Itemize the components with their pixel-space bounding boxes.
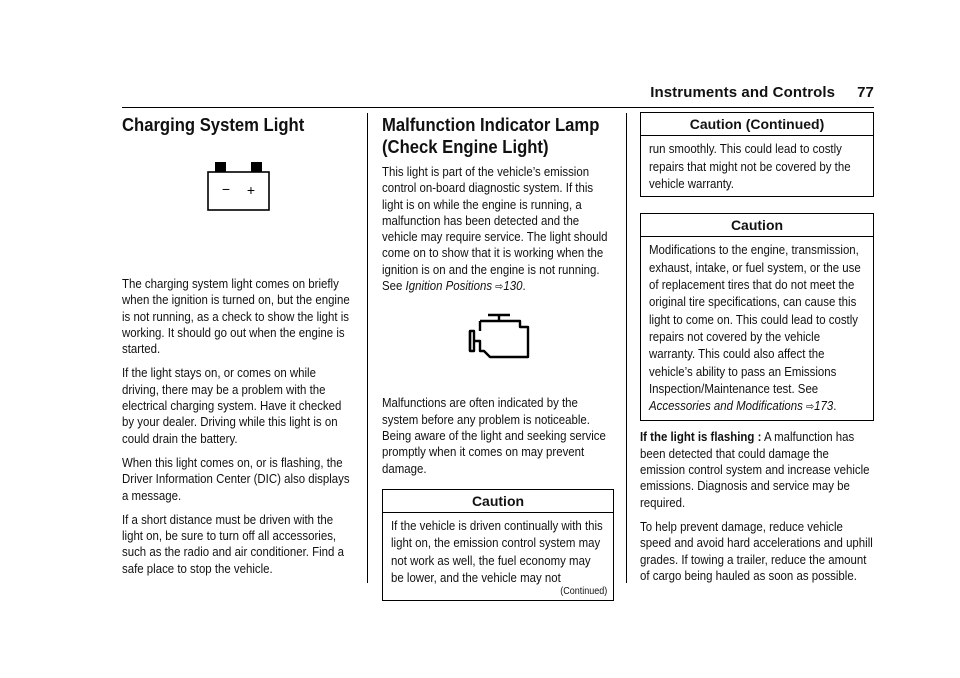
prevent-damage-paragraph: To help prevent damage, reduce vehicle speed and avoid hard accelerations and uphill grades. If towing a trailer, reduce the amount of cargo being hauled as soon as possible. [640,518,873,583]
page-header [650,84,874,101]
caution2-text [649,241,865,416]
caution-continued-text: run smoothly. This could lead to costly repairs that might not be covered by the vehicle warranty. [649,141,851,191]
battery-plus: + [246,182,256,198]
check-engine-icon [466,311,538,363]
header-rule [122,107,874,108]
caution-box-continued [640,112,874,197]
caution-continued-title: Caution (Continued) [641,113,873,136]
flashing-paragraph [640,429,876,510]
caution-text: If the vehicle is driven continually with this light on, the emission control system may not work as well, the fuel economy may be lower, and the vehicle may not [391,518,603,586]
charging-p3: When this light comes on, or is flashing, the Driver Information Center (DIC) also displays a message. [122,454,350,503]
charging-p4: If a short distance must be driven with the light on, be sure to turn off all accessories, such as the radio and air conditioner. Find a safe place to stop the vehicle. [122,511,344,576]
mil-p1-end: . [522,278,526,294]
battery-icon [207,162,271,214]
page-ref-arrow-icon: ⇨ [806,401,815,414]
engine-icon-area [382,303,614,395]
page-ref-arrow-icon: ⇨ [495,281,504,294]
continued-label: (Continued) [559,586,607,598]
mil-p1 [382,164,614,295]
mil-p1-text: This light is part of the vehicle’s emission control on-board diagnostic system. If this light is on while the engine is running, a malfunction has been detected and the vehicle may require service. The light should come on to show that it is working when the ignition is on and the engine is not running. See [382,164,608,294]
charging-title: Charging System Light [122,114,305,135]
charging-p1: The charging system light comes on briefly when the ignition is turned on, but the engine is not running, as a check to show the light is working. It should go out when the engine is started. [122,276,350,357]
column-divider-1 [367,113,368,583]
column-charging [122,110,352,585]
accessories-link[interactable]: Accessories and Modifications [649,398,803,414]
ignition-page-ref[interactable]: 130 [503,278,523,294]
mil-title-line1: Malfunction Indicator Lamp [382,114,600,135]
flashing-label: If the light is flashing : [640,429,762,445]
caution2-body [641,237,873,420]
accessories-page-ref[interactable]: 173 [814,398,834,414]
charging-p2: If the light stays on, or comes on while driving, there may be a problem with the electrical charging system. Have it checked by your dealer. Driving while this light is on could drain the battery. [122,365,342,446]
caution-box-1 [382,489,614,601]
section-title: Instruments and Controls [650,84,836,101]
caution2-end: . [833,398,837,414]
battery-icon-area [122,136,352,276]
caution-box-2 [640,213,874,421]
mil-p2: Malfunctions are often indicated by the system before any problem is noticeable. Being aware of the light and seeking service promptly when it comes on may prevent damage. [382,395,606,476]
ignition-positions-link[interactable]: Ignition Positions [405,278,493,294]
caution-title: Caution [383,490,613,513]
mil-title-line2: (Check Engine Light) [382,136,549,157]
caution2-title: Caution [641,214,873,237]
caution-continued-body [641,136,873,196]
column-divider-2 [626,113,627,583]
flashing-text: A malfunction has been detected that could damage the emission control system and increase vehicle emissions. Diagnosis and service may be required. [640,429,870,510]
battery-minus: − [221,181,231,197]
column-mil [382,110,614,601]
page-number: 77 [857,84,874,101]
caution2-text-main: Modifications to the engine, transmission, exhaust, intake, or fuel system, or the use of replacement tires that do not meet the original tire specifications, can cause this light to come on. This could lead to costly repairs not covered by the vehicle warranty. This could also affect the vehicle’s ability to pass an Emissions Inspection/Maintenance test. See [649,242,861,396]
column-caution [640,110,876,592]
